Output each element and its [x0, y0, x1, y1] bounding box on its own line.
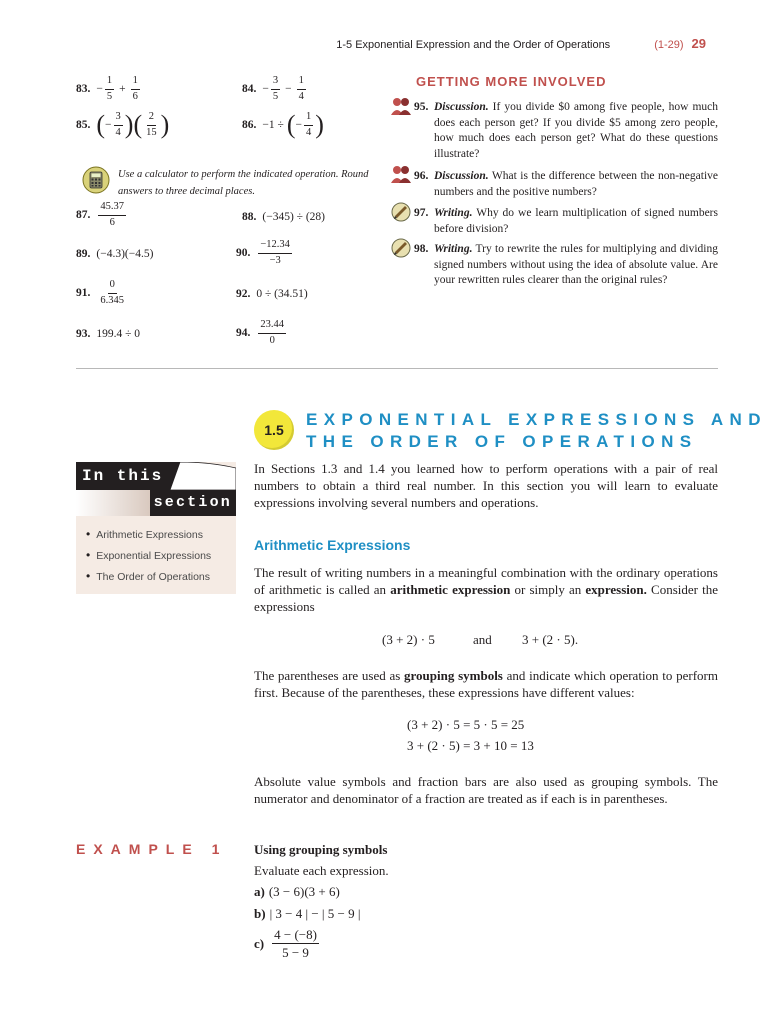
- numerator: −12.34: [258, 240, 292, 254]
- question-keyword: Discussion.: [434, 101, 489, 113]
- question-text: Try to rewrite the rules for multiplying and dividing signed numbers without using the idea of absolute value. Are your rewritten rules clearer than the original rules?: [434, 243, 718, 286]
- exercise-93: [76, 328, 140, 340]
- paragraph-expressions: [254, 564, 718, 615]
- numerator: 1: [297, 76, 306, 90]
- discussion-people-icon: [390, 164, 412, 184]
- example-instruction: Evaluate each expression.: [254, 863, 389, 878]
- denominator: 4: [298, 90, 304, 102]
- section-divider: [76, 368, 718, 369]
- question-text: What is the difference between the non-negative numbers and the positive numbers?: [434, 170, 718, 198]
- operator: −: [285, 83, 292, 95]
- text: Consider the expressions: [254, 582, 718, 614]
- exercise-number: 86.: [242, 119, 257, 131]
- exercise-number: 93.: [76, 328, 91, 340]
- question-97: [414, 206, 718, 237]
- denominator: 6.345: [100, 294, 124, 306]
- topic-item: • Exponential Expressions: [86, 545, 211, 566]
- part-key: c): [254, 935, 265, 951]
- section-title-line-2: THE ORDER OF OPERATIONS: [306, 432, 698, 451]
- writing-hand-icon: [390, 238, 412, 258]
- numerator: 45.37: [98, 202, 126, 216]
- section-number-badge: 1.5: [254, 410, 294, 450]
- denominator: 6: [132, 90, 138, 102]
- in-this-slant-decoration: [170, 462, 236, 490]
- text: and indicate which operation to perform first. Because of the parentheses, these expressions have different values:: [254, 668, 718, 700]
- exercise-85: 85. ( − $\frac{3}{4}$ )( $\frac{2}{15}$ ): [76, 110, 170, 139]
- exercise-number: 88.: [242, 211, 257, 223]
- denominator: 5: [106, 90, 113, 102]
- fraction: [131, 76, 140, 102]
- example-part-c: [254, 928, 321, 959]
- fraction: [271, 76, 280, 102]
- intro-paragraph: In Sections 1.3 and 1.4 you learned how to perform operations with a pair of real numbers to obtain a third real number. In this section you will learn to evaluate expressions involving several numbers and operations.: [254, 461, 718, 510]
- discussion-people-icon: [390, 96, 412, 116]
- denominator: 5 − 9: [282, 945, 309, 960]
- in-this-label: In this: [76, 462, 180, 490]
- exercise-number: 91.: [76, 287, 91, 299]
- denominator: 4: [115, 126, 121, 138]
- denominator: 6: [109, 216, 115, 228]
- display-and: and: [473, 632, 492, 647]
- expression: (−345) ÷ (28): [262, 211, 325, 223]
- running-head: [0, 36, 706, 51]
- exercise-90: [236, 240, 294, 266]
- fraction: [98, 280, 126, 306]
- exercise-number: 90.: [236, 247, 251, 259]
- question-96: [414, 169, 718, 200]
- display-expression-right: 3 + (2 · 5).: [522, 632, 579, 647]
- exercise-88: [242, 211, 325, 223]
- expression-lead: −1 ÷: [262, 119, 284, 131]
- fraction: [272, 928, 319, 959]
- exercise-number: 87.: [76, 209, 91, 221]
- example-title: Using grouping symbols: [254, 842, 388, 857]
- running-head-page-ref: (1-29): [654, 39, 684, 51]
- question-number: 98.: [414, 243, 429, 255]
- operator: +: [119, 83, 126, 95]
- arithmetic-expressions-heading: Arithmetic Expressions: [254, 537, 411, 553]
- numerator: 1: [105, 76, 114, 90]
- question-text: If you divide $0 among five people, how much does each person get? If you divide $5 among zero people, how much does each person get? What do these questions illustrate?: [434, 101, 718, 160]
- exercise-number: 83.: [76, 83, 91, 95]
- text: or simply an: [510, 582, 586, 597]
- exercise-number: 84.: [242, 83, 257, 95]
- exercise-94: [236, 320, 288, 346]
- exercise-89: [76, 248, 153, 260]
- question-number: 97.: [414, 207, 429, 219]
- exercise-number: 85.: [76, 119, 91, 131]
- calculator-instruction: Use a calculator to perform the indicated operation. Round answers to three decimal places.: [118, 169, 369, 197]
- text: The parentheses are used as: [254, 668, 405, 683]
- example-part-a: [254, 884, 340, 900]
- fraction: [114, 112, 123, 138]
- numerator: 0: [108, 280, 117, 294]
- question-keyword: Writing.: [434, 243, 473, 255]
- question-98: [414, 242, 718, 289]
- question-keyword: Writing.: [434, 207, 473, 219]
- question-keyword: Discussion.: [434, 170, 489, 182]
- term-arithmetic-expression: arithmetic expression: [390, 582, 511, 597]
- expression: 0 ÷ (34.51): [256, 288, 308, 300]
- denominator: 4: [305, 126, 312, 138]
- term-expression: expression.: [585, 582, 647, 597]
- section-title-line-1: EXPONENTIAL EXPRESSIONS AND: [306, 410, 767, 429]
- part-key: b): [254, 906, 266, 921]
- expression: (−4.3)(−4.5): [96, 248, 154, 260]
- fraction: [297, 76, 306, 102]
- exercise-number: 89.: [76, 248, 91, 260]
- exercise-87: [76, 202, 128, 228]
- writing-hand-icon: [390, 202, 412, 222]
- fraction: [304, 112, 313, 138]
- numerator: 23.44: [258, 320, 286, 334]
- numerator: 2: [147, 112, 156, 126]
- expression: 199.4 ÷ 0: [96, 328, 141, 340]
- topic-item: • The Order of Operations: [86, 566, 211, 587]
- text: The result of writing numbers in a meaningful combination with the ordinary operations of arithmetic is called an: [254, 565, 718, 597]
- part-expression: (3 − 6)(3 + 6): [268, 884, 340, 899]
- part-key: a): [254, 884, 265, 899]
- topics-list: [86, 524, 211, 587]
- page-number: 29: [691, 36, 706, 51]
- numerator: 3: [271, 76, 280, 90]
- exercise-83: 83. − $\frac{1}{5}$ + $\frac{1}{6}$: [76, 75, 138, 102]
- question-number: 96.: [414, 170, 429, 182]
- question-text: Why do we learn multiplication of signed numbers before division?: [434, 207, 718, 235]
- display-equation-2: 3 + (2 · 5) = 3 + 10 = 13: [407, 738, 534, 753]
- fraction: [105, 76, 114, 102]
- paragraph-absolute-value: Absolute value symbols and fraction bars are also used as grouping symbols. The numerator and denominator of a fraction are treated as if each is in parentheses.: [254, 774, 718, 806]
- section-bar-fade: [76, 490, 150, 516]
- numerator: 4 − (−8): [274, 927, 317, 942]
- exercise-92: [236, 288, 308, 300]
- exercise-86: 86. −1 ÷ ( − $\frac{1}{4}$ ): [242, 110, 324, 139]
- exercise-91: [76, 280, 128, 306]
- exercise-number: 92.: [236, 288, 251, 300]
- question-95: [414, 100, 718, 162]
- question-number: 95.: [414, 101, 429, 113]
- paragraph-grouping: [254, 667, 718, 701]
- denominator: 5: [272, 90, 279, 102]
- exercise-number: 94.: [236, 327, 251, 339]
- term-grouping-symbols: grouping symbols: [404, 668, 503, 683]
- section-label: section: [150, 490, 236, 516]
- fraction: [258, 240, 292, 266]
- running-head-section: 1-5 Exponential Expression and the Order of Operations: [336, 39, 611, 51]
- denominator: 0: [269, 334, 275, 346]
- calculator-icon: [82, 166, 110, 194]
- denominator: −3: [269, 254, 281, 266]
- exercise-84: 84. − $\frac{3}{5}$ − $\frac{1}{4}$: [242, 75, 304, 102]
- fraction: [258, 320, 286, 346]
- numerator: 1: [131, 76, 140, 90]
- fraction: [98, 202, 126, 228]
- fraction: [144, 112, 159, 138]
- example-label: EXAMPLE 1: [76, 841, 228, 857]
- part-expression: | 3 − 4 | − | 5 − 9 |: [269, 906, 361, 921]
- numerator: 3: [114, 112, 123, 126]
- display-equation-1: (3 + 2) · 5 = 5 · 5 = 25: [407, 717, 525, 732]
- numerator: 1: [304, 112, 313, 126]
- display-expression-left: (3 + 2) · 5: [382, 632, 435, 647]
- topic-item: • Arithmetic Expressions: [86, 524, 211, 545]
- example-part-b: [254, 906, 360, 922]
- denominator: 15: [146, 126, 157, 138]
- getting-more-involved-title: GETTING MORE INVOLVED: [416, 74, 607, 89]
